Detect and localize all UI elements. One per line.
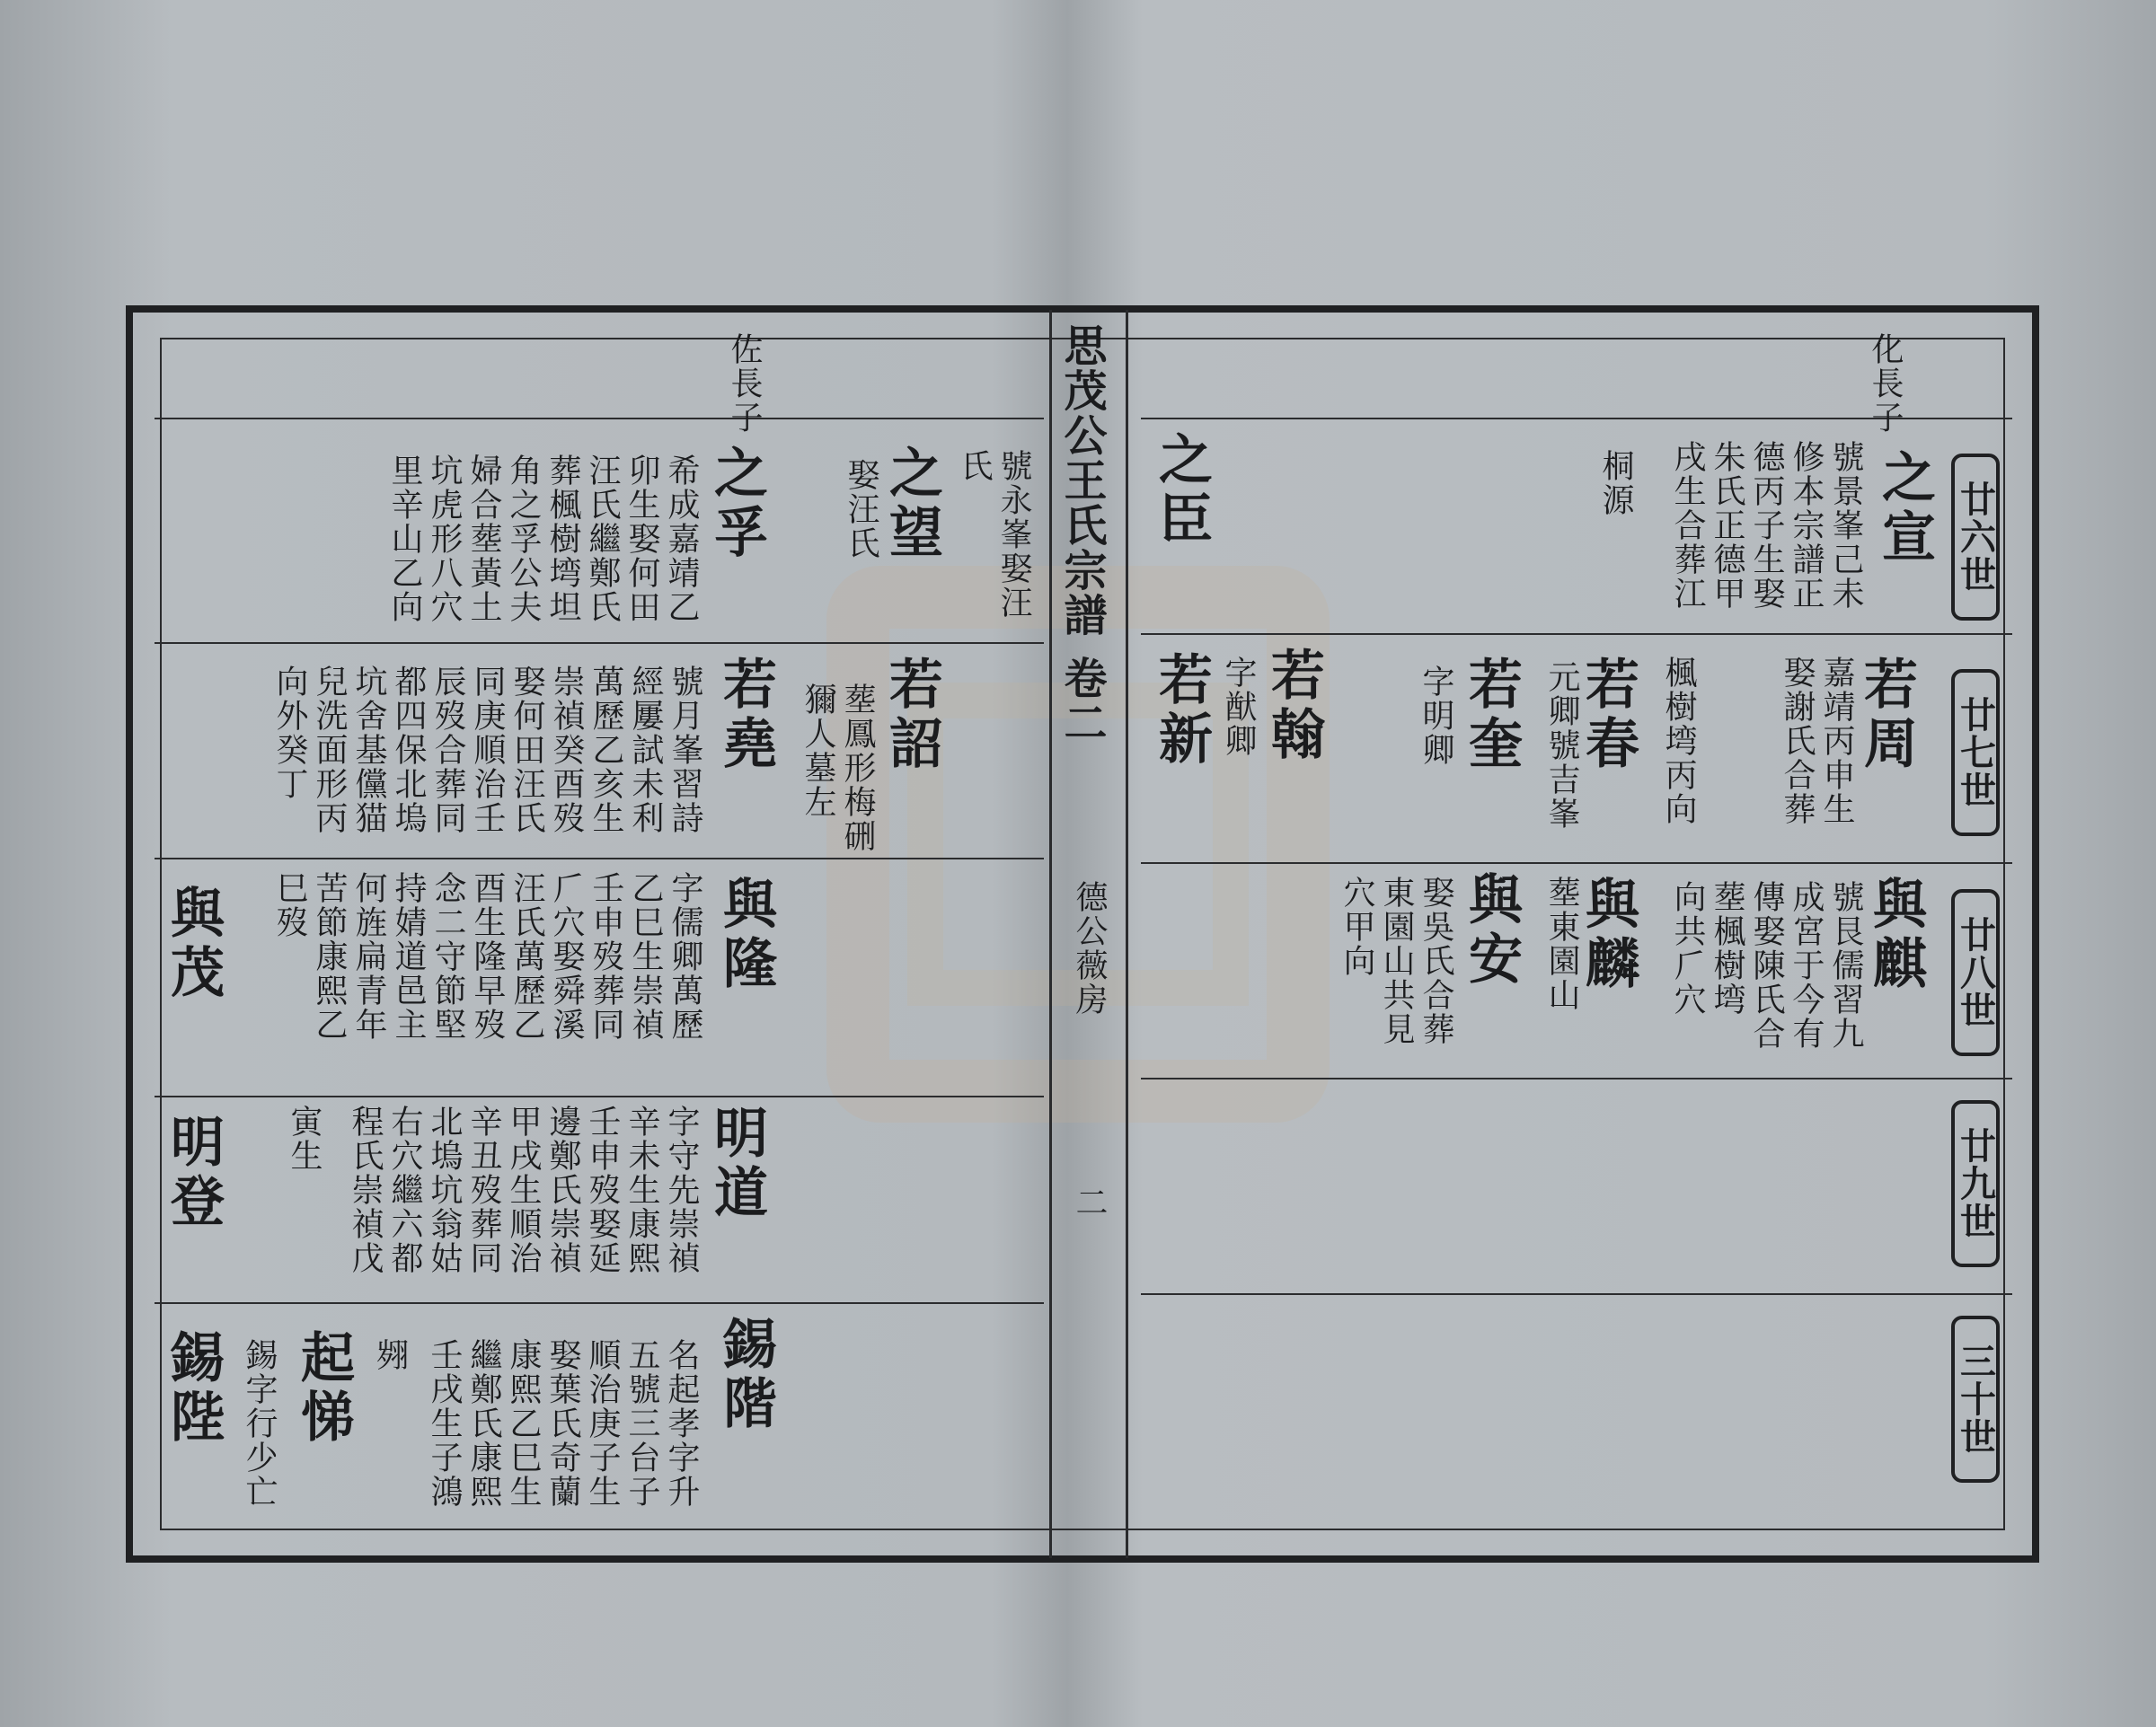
row-divider: [155, 858, 1044, 859]
row-divider: [1141, 862, 2012, 864]
person-note: 娶謝氏合葬: [1779, 656, 1816, 826]
person-note: 汪氏繼鄭氏: [584, 454, 621, 624]
person-note: 角之孚公夫: [505, 454, 542, 624]
person-note: 葬楓樹塆坦: [544, 454, 581, 624]
person-note: 康熙乙巳生: [505, 1338, 542, 1509]
person-note: 卯生娶何田: [623, 454, 660, 624]
person-note: 字猷卿: [1220, 656, 1257, 758]
generation-tag: 三十世: [1951, 1316, 2000, 1483]
person-note: 苦節康熙乙: [311, 871, 348, 1042]
person-name: 與麒: [1864, 876, 1927, 994]
person-note: 塟楓樹塆: [1709, 880, 1745, 1017]
person-note: 壬申歿葬同: [588, 871, 624, 1042]
person-note: 辛丑歿葬同: [465, 1105, 502, 1275]
generation-tag: 廿七世: [1951, 669, 2000, 836]
person-note: 修本宗譜正: [1788, 440, 1825, 611]
person-note: 號月峯習詩: [667, 665, 703, 835]
person-name: 若奎: [1460, 656, 1523, 774]
person-name: 若詔: [880, 656, 943, 774]
row-divider: [155, 642, 1044, 644]
person-note: 獮人墓左: [800, 683, 836, 819]
person-note: 娶吳氏合葬: [1418, 876, 1454, 1046]
person-name: 起悌: [292, 1329, 355, 1448]
person-note: 甲戌生順治: [505, 1105, 542, 1275]
person-note: 𠂆穴娶舜溪: [548, 871, 585, 1042]
person-note: 繼鄭氏康熙: [465, 1338, 502, 1509]
person-note: 巳歿: [271, 871, 308, 939]
person-note: 念二守節堅: [429, 871, 466, 1042]
person-note: 號艮儒習九: [1827, 880, 1864, 1051]
person-note: 錫字行少亡: [241, 1338, 278, 1509]
row-divider: [155, 418, 1044, 419]
person-name: 明道: [705, 1105, 768, 1223]
row-divider: [1141, 1078, 2012, 1079]
person-note: 戌生合葬江: [1669, 440, 1706, 611]
genealogy-title: 思茂公王氏宗譜: [1056, 323, 1107, 638]
person-note: 同庚順治壬: [469, 665, 506, 835]
person-note: 德丙子生娶: [1748, 440, 1785, 611]
person-note: 寅生: [286, 1105, 323, 1173]
person-name: 與隆: [714, 876, 777, 994]
person-name: 若周: [1855, 656, 1918, 774]
person-note: 向共𠂆穴: [1669, 880, 1706, 1017]
person-note: 成宮于今有: [1788, 880, 1825, 1051]
person-note: 經屢試未利: [627, 665, 664, 835]
person-note: 塟鳳形梅硎: [839, 683, 876, 853]
person-note: 桐源: [1597, 449, 1634, 517]
person-name: 與麟: [1577, 876, 1639, 994]
person-note: 都四保北塢: [390, 665, 427, 835]
person-note: 東園山共見: [1378, 876, 1415, 1046]
person-note: 字明卿: [1418, 665, 1454, 767]
person-name: 之孚: [705, 445, 768, 563]
person-note: 五號三台子: [623, 1338, 660, 1509]
person-name: 若新: [1150, 651, 1213, 770]
person-note: 辛未生康熙: [623, 1105, 660, 1275]
person-note: 號永峯娶汪: [995, 449, 1032, 620]
person-note: 希成嘉靖乙: [663, 454, 700, 624]
person-note: 里辛山乙向: [386, 454, 423, 624]
person-note: 坑虎形八穴: [426, 454, 463, 624]
person-note: 何旌扁青年: [350, 871, 387, 1042]
person-note: 傳娶陳氏合: [1748, 880, 1785, 1051]
person-name: 若翰: [1262, 647, 1325, 765]
person-name: 若堯: [714, 656, 777, 774]
person-name: 若春: [1577, 656, 1639, 774]
person-note: 坑舍基儻猫: [350, 665, 387, 835]
person-note: 北塢坑翁姑: [426, 1105, 463, 1275]
person-note: 名起孝字升: [663, 1338, 700, 1509]
row-divider: [155, 1096, 1044, 1097]
person-note: 氏: [956, 449, 993, 483]
person-note: 翙: [372, 1338, 409, 1372]
person-note: 壬戌生子鴻: [426, 1338, 463, 1509]
row-divider: [1141, 633, 2012, 635]
page-number: 二: [1071, 1185, 1108, 1218]
person-note: 字守先崇禎: [663, 1105, 700, 1275]
person-note: 娶何田汪氏: [508, 665, 545, 835]
person-name: 之宣: [1873, 449, 1936, 568]
person-note: 楓樹塆丙向: [1660, 656, 1697, 826]
person-note: 婦合塟黃土: [465, 454, 502, 624]
person-note: 元卿號吉峯: [1543, 660, 1580, 831]
person-note: 兒洗面形丙: [311, 665, 348, 835]
person-note: 娶汪氏: [843, 458, 879, 560]
person-note: 向外癸丁: [271, 665, 308, 801]
branch-label: 德公薇房: [1071, 880, 1108, 1017]
person-note: 朱氏正德甲: [1709, 440, 1745, 611]
person-note: 右穴繼六都: [386, 1105, 423, 1275]
person-note: 持婧道邑主: [390, 871, 427, 1042]
person-name: 錫陛: [162, 1329, 225, 1448]
person-note: 字儒卿萬歷: [667, 871, 703, 1042]
person-name: 之望: [880, 445, 943, 563]
person-note: 穴甲向: [1339, 876, 1375, 978]
person-note: 娶葉氏奇蘭: [544, 1338, 581, 1509]
person-name: 與安: [1460, 871, 1523, 990]
person-note: 壬申歿娶延: [584, 1105, 621, 1275]
person-note: 汪氏萬歷乙: [508, 871, 545, 1042]
person-note: 程氏崇禎戊: [347, 1105, 384, 1275]
person-note: 崇禎癸酉歿: [548, 665, 585, 835]
person-name: 錫階: [714, 1316, 777, 1434]
person-note: 萬歷乙亥生: [588, 665, 624, 835]
person-note: 順治庚子生: [584, 1338, 621, 1509]
row-divider: [1141, 1293, 2012, 1295]
header-note: 化長子: [1867, 332, 1904, 435]
generation-tag: 廿九世: [1951, 1100, 2000, 1267]
generation-tag: 廿八世: [1951, 889, 2000, 1056]
person-note: 乙巳生崇禎: [627, 871, 664, 1042]
person-note: 號景峯己未: [1827, 440, 1864, 611]
person-note: 塟東園山: [1543, 876, 1580, 1012]
person-name: 明登: [162, 1114, 225, 1232]
person-note: 邊鄭氏崇禎: [544, 1105, 581, 1275]
generation-tag: 廿六世: [1951, 454, 2000, 621]
header-note: 佐長子: [726, 332, 763, 435]
person-note: 嘉靖丙申生: [1818, 656, 1855, 826]
person-note: 酉生隆早歿: [469, 871, 506, 1042]
row-divider: [155, 1302, 1044, 1304]
person-name: 之臣: [1150, 431, 1213, 550]
person-name: 與茂: [162, 885, 225, 1003]
volume-label: 卷二: [1056, 656, 1107, 745]
person-note: 辰歿合葬同: [429, 665, 466, 835]
